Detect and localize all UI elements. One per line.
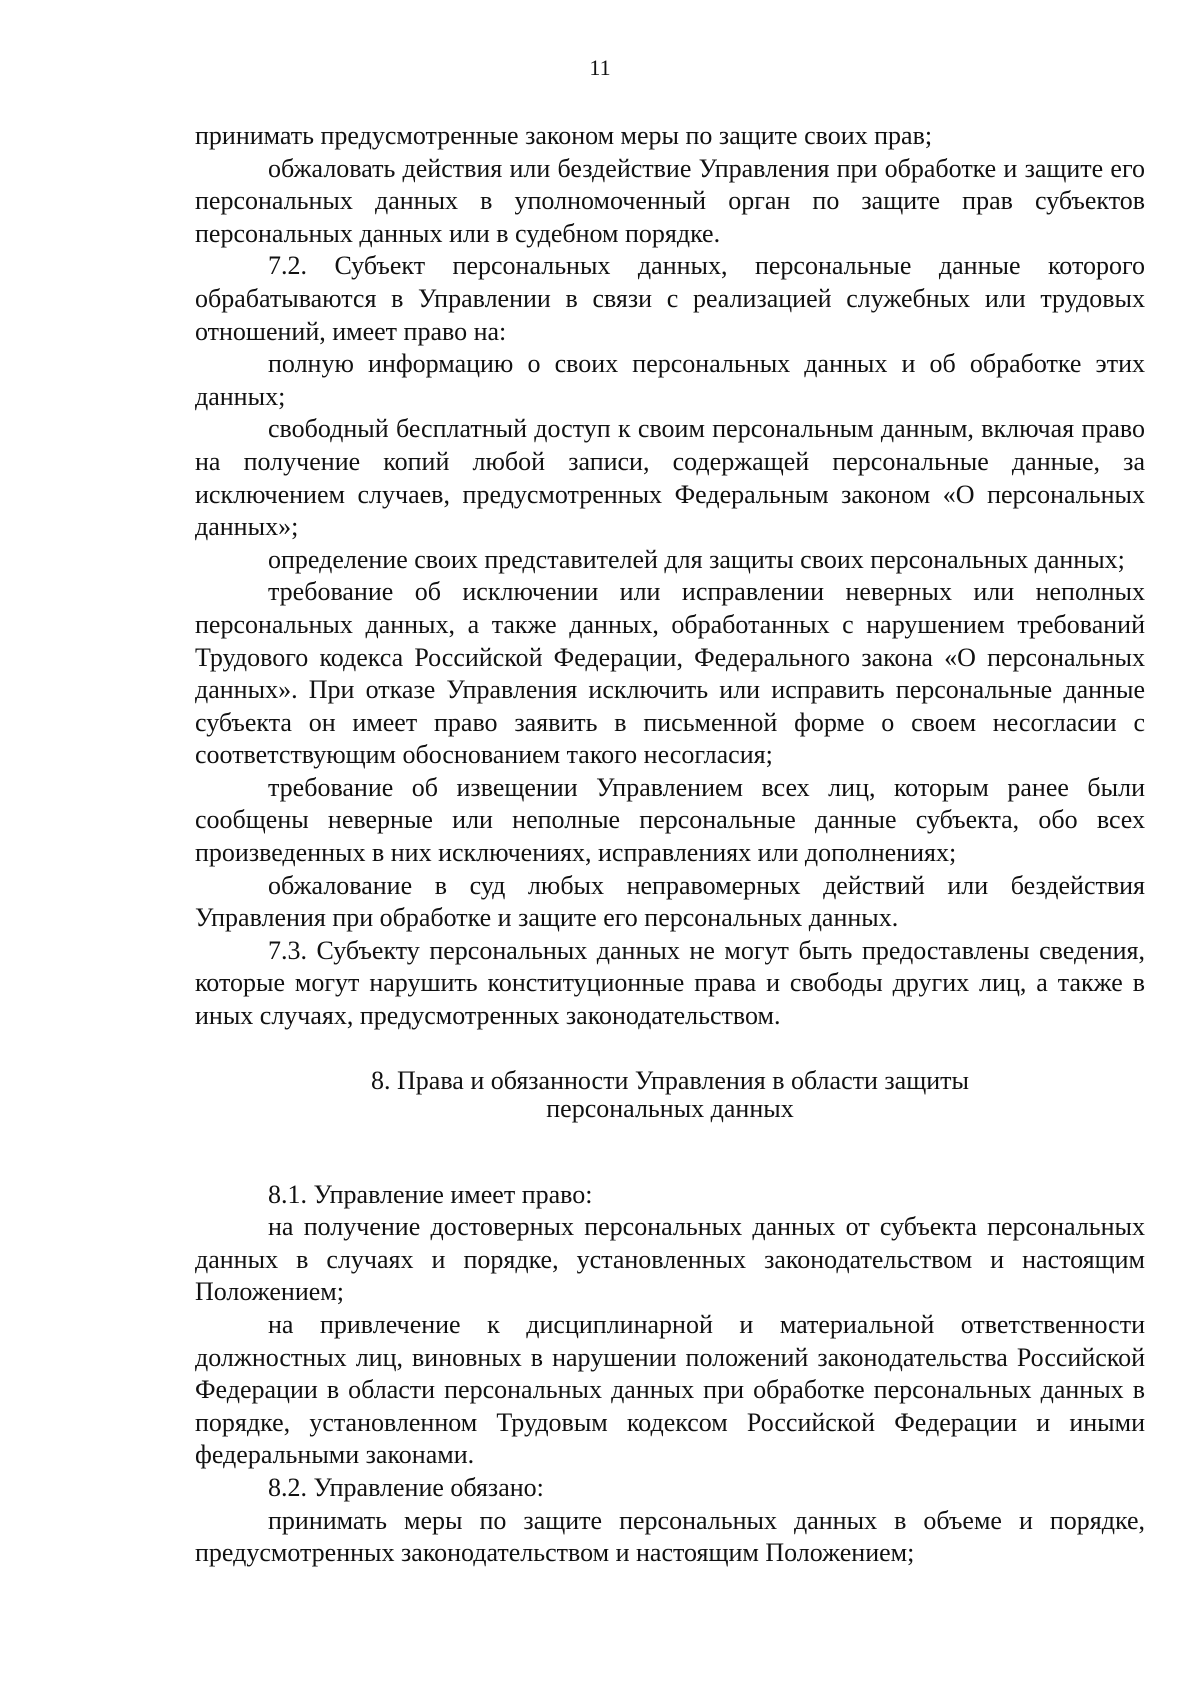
paragraph: полную информацию о своих персональных данных и об обработке этих данных; bbox=[195, 349, 1145, 411]
paragraph: на привлечение к дисциплинарной и материальной ответственности должностных лиц, виновных в нарушении положений законодательства Российской Федерации в области персональных данных при обработке персональных данных в порядке, установленном Трудовым кодексом Российской Федерации и иными федеральными законами. bbox=[195, 1310, 1145, 1470]
section-heading-line-2: персональных данных bbox=[546, 1093, 794, 1123]
paragraph: 8.1. Управление имеет право: bbox=[268, 1179, 593, 1209]
section-7-text bbox=[195, 120, 1145, 1033]
paragraph: определение своих представителей для защиты своих персональных данных; bbox=[268, 544, 1125, 574]
paragraph: свободный бесплатный доступ к своим персональным данным, включая право на получение копий любой записи, содержащей персональные данные, за исключением случаев, предусмотренных Федеральным законом «О персональных данных»; bbox=[195, 414, 1145, 542]
paragraph: принимать меры по защите персональных данных в объеме и порядке, предусмотренных законодательством и настоящим Положением; bbox=[195, 1505, 1145, 1568]
paragraph: 7.3. Субъекту персональных данных не могут быть предоставлены сведения, которые могут нарушить конституционные права и свободы других лиц, а также в иных случаях, предусмотренных законодательством. bbox=[195, 935, 1145, 1031]
paragraph: 7.2. Субъект персональных данных, персональные данные которого обрабатываются в Управлении в связи с реализацией служебных или трудовых отношений, имеет право на: bbox=[195, 251, 1145, 346]
paragraph: требование об извещении Управлением всех лиц, которым ранее были сообщены неверные или неполные персональные данные субъекта, обо всех произведенных в них исключениях, исправлениях или дополнениях; bbox=[195, 772, 1145, 868]
paragraph: 8.2. Управление обязано: bbox=[268, 1472, 544, 1502]
paragraph: на получение достоверных персональных данных от субъекта персональных данных в случаях и порядке, установленных законодательством и настоящим Положением; bbox=[195, 1212, 1145, 1307]
paragraph: обжаловать действия или бездействие Управления при обработке и защите его персональных данных в уполномоченный орган по защите прав субъектов персональных данных или в судебном порядке. bbox=[195, 153, 1145, 248]
document-body bbox=[195, 120, 1145, 1570]
section-heading-line-1: 8. Права и обязанности Управления в области защиты bbox=[371, 1065, 969, 1095]
paragraph: принимать предусмотренные законом меры по защите своих прав; bbox=[195, 121, 933, 150]
page-number: 11 bbox=[589, 55, 611, 80]
paragraph: требование об исключении или исправлении неверных или неполных персональных данных, а также данных, обработанных с нарушением требований Трудового кодекса Российской Федерации, Федерального закона «О персональных данных». При отказе Управления исключить или исправить персональные данные субъекта он имеет право заявить в письменной форме о своем несогласии с соответствующим обоснованием такого несогласия; bbox=[195, 577, 1145, 770]
section-heading bbox=[195, 1067, 1145, 1123]
paragraph: обжалование в суд любых неправомерных действий или бездействия Управления при обработке и защите его персональных данных. bbox=[195, 870, 1145, 933]
section-8-text bbox=[195, 1179, 1145, 1570]
